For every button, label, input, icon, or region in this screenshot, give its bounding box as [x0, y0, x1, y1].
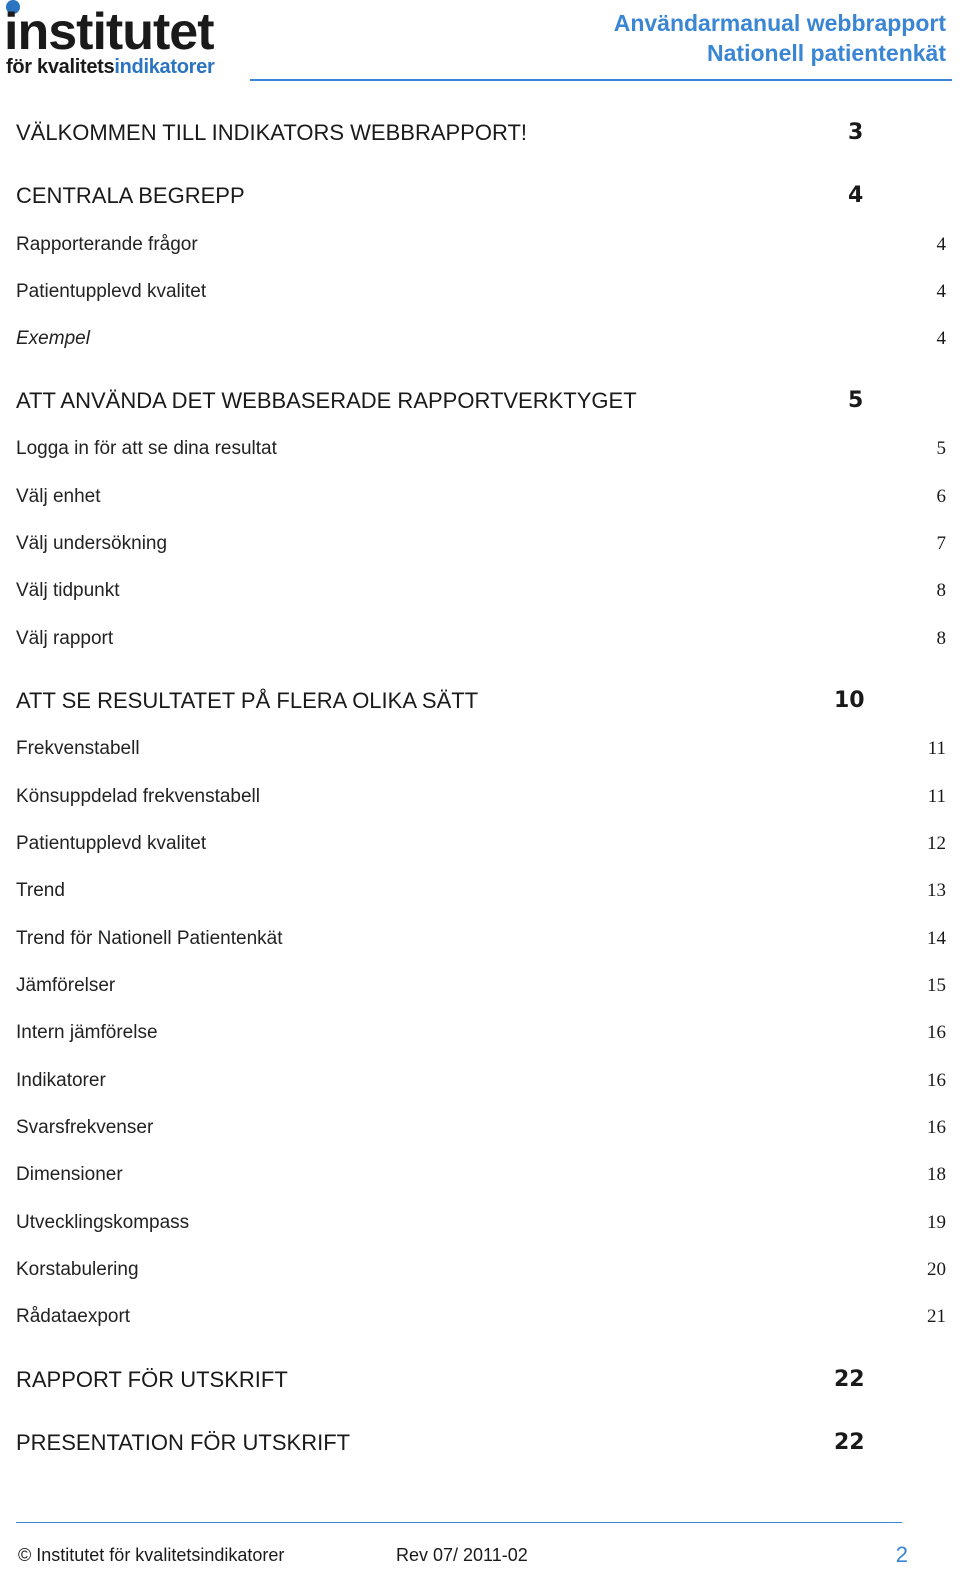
toc-entry-title: Dimensioner [16, 1164, 123, 1185]
header-divider [250, 79, 952, 81]
toc-entry-title: Trend för Nationell Patientenkät [16, 928, 283, 949]
toc-entry-title: ATT ANVÄNDA DET WEBBASERADE RAPPORTVERKTYGET [16, 388, 637, 413]
toc-entry-page: 4 [936, 328, 946, 349]
toc-entry-title: Rådataexport [16, 1306, 131, 1327]
toc-entry-page: 19 [927, 1212, 946, 1233]
toc-entry-page: 16 [927, 1117, 946, 1138]
toc-entry-title: CENTRALA BEGREPP [16, 183, 245, 208]
toc-entry-page: 4 [936, 234, 946, 255]
toc-entry-title: Utvecklingskompass [16, 1212, 190, 1233]
toc-entry-title: Rapporterande frågor [16, 234, 198, 255]
toc-entry-page: 11 [927, 786, 946, 807]
toc-entry-title: Välj rapport [16, 628, 114, 649]
toc-entry-title: Frekvenstabell [16, 738, 140, 759]
toc-entry-page: 8 [936, 628, 946, 649]
footer-revision: Rev 07/ 2011-02 [396, 1545, 528, 1565]
toc-entry-title: Välj enhet [16, 486, 101, 507]
toc-entry-page: 10 [834, 688, 865, 713]
toc-entry-title: RAPPORT FÖR UTSKRIFT [16, 1367, 288, 1392]
toc-entry-page: 8 [936, 580, 946, 601]
footer-page-number: 2 [895, 1542, 908, 1567]
toc-entry-page: 5 [936, 438, 946, 459]
toc-entry-page: 16 [927, 1070, 946, 1091]
logo-wordmark: institutet [4, 3, 214, 61]
toc-entry-page: 6 [936, 486, 946, 507]
document-title-line2: Nationell patientenkät [707, 40, 946, 66]
toc-entry-title: PRESENTATION FÖR UTSKRIFT [16, 1430, 351, 1455]
toc-entry-page: 21 [927, 1306, 946, 1327]
toc-entry-title: Jämförelser [16, 975, 116, 996]
toc-entry-page: 15 [927, 975, 946, 996]
document-title-line1: Användarmanual webbrapport [613, 10, 946, 36]
toc-entry-page: 11 [927, 738, 946, 759]
footer-copyright: © Institutet för kvalitetsindikatorer [18, 1545, 285, 1565]
toc-entry-title: Trend [16, 880, 65, 901]
toc-entry-page: 22 [834, 1430, 865, 1455]
toc-entry-page: 16 [927, 1022, 946, 1043]
toc-entry-title: Intern jämförelse [16, 1022, 158, 1043]
toc-entry-page: 13 [927, 880, 946, 901]
toc-entry-title: Patientupplevd kvalitet [16, 281, 207, 302]
toc-entry-title: Välj undersökning [16, 533, 168, 554]
toc-entry-title: VÄLKOMMEN TILL INDIKATORS WEBBRAPPORT! [16, 120, 528, 145]
toc-entry-page: 14 [927, 928, 946, 949]
toc-entry-title: Svarsfrekvenser [16, 1117, 154, 1138]
toc-entry-page: 12 [927, 833, 946, 854]
toc-entry-title: Korstabulering [16, 1259, 139, 1280]
toc-entry-page: 18 [927, 1164, 946, 1185]
toc-entry-title: ATT SE RESULTATET PÅ FLERA OLIKA SÄTT [16, 688, 479, 713]
toc-entry-page: 4 [848, 183, 864, 208]
institutet-logo [4, 0, 254, 84]
logo-subtitle-b: indikatorer [114, 56, 215, 78]
toc-entry-title: Exempel [16, 328, 90, 349]
toc-entry-page: 7 [936, 533, 946, 554]
document-title [614, 8, 946, 68]
logo-subtitle-a: för kvalitets [6, 56, 115, 78]
toc-entry-page: 22 [834, 1367, 865, 1392]
toc-entry-page: 3 [848, 120, 864, 145]
toc-entry-title: Patientupplevd kvalitet [16, 833, 207, 854]
footer-divider [16, 1522, 902, 1523]
toc-entry-page: 5 [848, 388, 864, 413]
toc-entry-page: 4 [936, 281, 946, 302]
toc-entry-title: Välj tidpunkt [16, 580, 120, 601]
toc-entry-title: Logga in för att se dina resultat [16, 438, 277, 459]
logo-subtitle [6, 56, 214, 79]
toc-entry-title: Könsuppdelad frekvenstabell [16, 786, 261, 807]
toc-entry-title: Indikatorer [16, 1070, 106, 1091]
toc-entry-page: 20 [927, 1259, 946, 1280]
